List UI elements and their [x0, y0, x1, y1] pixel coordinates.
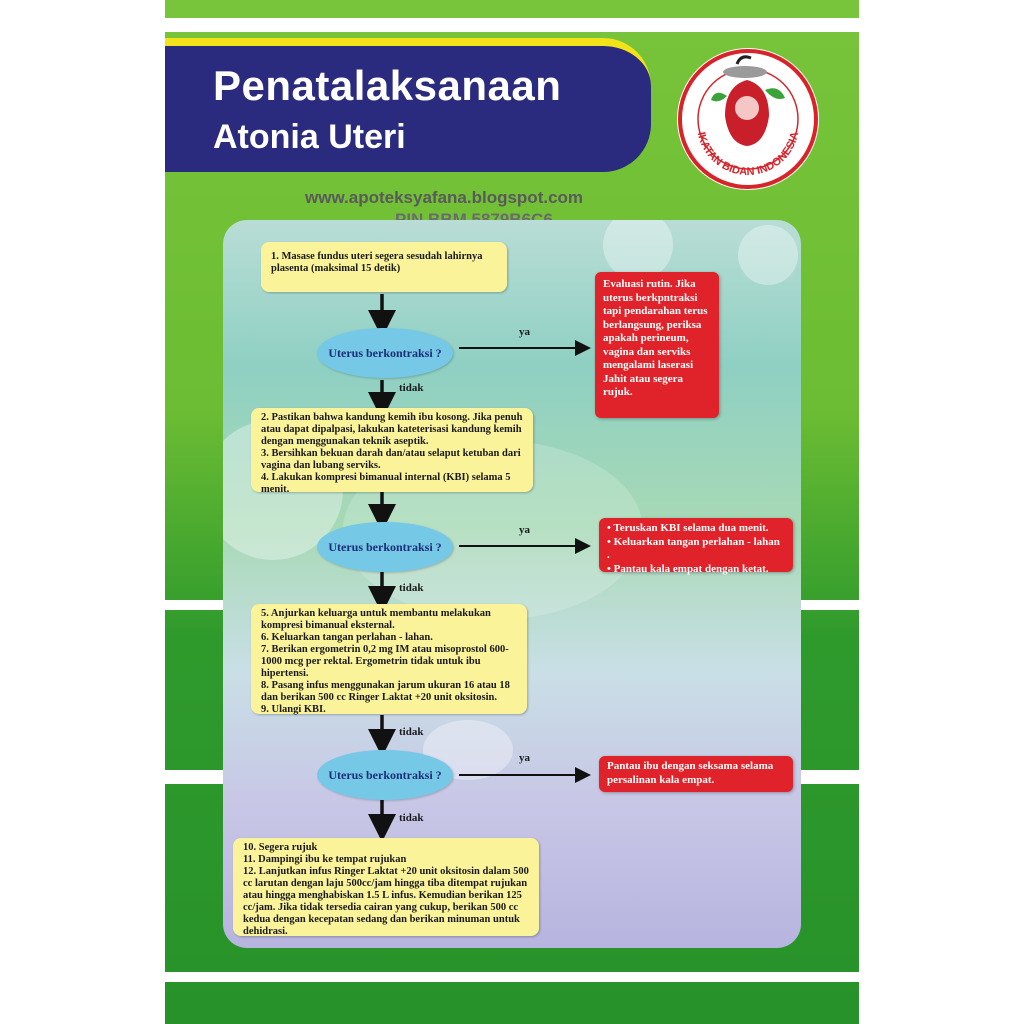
decision-2-text: Uterus berkontraksi ?	[328, 539, 442, 554]
ikatan-bidan-indonesia-logo-icon	[675, 46, 821, 192]
top-white-stripe	[165, 18, 859, 32]
result-3-box	[599, 756, 793, 792]
step-8-text: 8. Pasang infus menggunakan jarum ukuran 16 atau 18 dan berikan 500 cc Ringer Laktat +20 unit oksitosin.	[261, 680, 510, 703]
step-2-text: 2. Pastikan bahwa kandung kemih ibu kosong. Jika penuh atau dapat dipalpasi, lakukan kateterisasi kandung kemih dengan menggunakan teknik aseptik.	[261, 412, 523, 447]
decision-3	[317, 750, 453, 800]
no-label-1: tidak	[399, 382, 424, 394]
step-5-box	[251, 604, 527, 714]
page-subtitle: Atonia Uteri	[213, 118, 406, 156]
flowchart-panel	[223, 220, 801, 948]
result-1-box	[595, 272, 719, 418]
yes-label-2: ya	[519, 524, 530, 536]
title-band	[165, 38, 651, 172]
yes-label-3: ya	[519, 752, 530, 764]
no-label-4: tidak	[399, 812, 424, 824]
step-4-text: 4. Lakukan kompresi bimanual internal (KBI) selama 5 menit.	[261, 472, 511, 495]
yes-label-1: ya	[519, 326, 530, 338]
decision-1-text: Uterus berkontraksi ?	[328, 345, 442, 360]
result-3-text: Pantau ibu dengan seksama selama persalinan kala empat.	[607, 760, 774, 786]
result-2-line-2: • Keluarkan tangan perlahan - lahan .	[607, 535, 780, 561]
step-7-text: 7. Berikan ergometrin 0,2 mg IM atau misoprostol 600-1000 mcg per rektal. Ergometrin tidak untuk ibu hipertensi.	[261, 644, 509, 679]
step-2-box	[251, 408, 533, 495]
watermark-url: www.apoteksyafana.blogspot.com	[305, 188, 584, 207]
decision-3-text: Uterus berkontraksi ?	[328, 767, 442, 782]
step-5-text: 5. Anjurkan keluarga untuk membantu melakukan kompresi bimanual eksternal.	[261, 608, 491, 631]
step-6-text: 6. Keluarkan tangan perlahan - lahan.	[261, 632, 433, 643]
result-1-text: Evaluasi rutin. Jika uterus berkpntraksi tapi pendarahan terus berlangsung, periksa apakah perineum, vagina dan serviks mengalami laserasi Jahit atau segera rujuk.	[603, 278, 708, 398]
page-title: Penatalaksanaan	[213, 62, 562, 109]
poster	[165, 0, 859, 1024]
step-12-text: 12. Lanjutkan infus Ringer Laktat +20 unit oksitosin dalam 500 cc larutan dengan laju 500cc/jam hingga tiba ditempat rujukan atau hingga menghabiskan 1.5 L infus. Kemudian berikan 125 cc/jam. Jika tidak tersedia cairan yang cukup, berikan 500 cc kedua dengan kecepatan sedang dan berikan minuman untuk dehidrasi.	[243, 866, 529, 937]
decision-1	[317, 328, 453, 378]
no-label-3: tidak	[399, 726, 424, 738]
result-2-line-3: • Pantau kala empat dengan ketat.	[607, 562, 769, 575]
step-11-text: 11. Dampingi ibu ke tempat rujukan	[243, 854, 407, 865]
result-2-box	[599, 518, 793, 575]
no-label-2: tidak	[399, 582, 424, 594]
bottom-white-stripe	[165, 972, 859, 982]
step-9-text: 9. Ulangi KBI.	[261, 704, 326, 715]
decision-2	[317, 522, 453, 572]
step-1-text: 1. Masase fundus uteri segera sesudah lahirnya plasenta (maksimal 15 detik)	[271, 251, 483, 274]
result-2-line-1: • Teruskan KBI selama dua menit.	[607, 522, 769, 534]
step-10-text: 10. Segera rujuk	[243, 842, 318, 853]
step-10-box	[233, 838, 539, 936]
logo-text: IKATAN BIDAN INDONESIA	[694, 130, 802, 179]
step-3-text: 3. Bersihkan bekuan darah dan/atau selaput ketuban dari vagina dan lubang serviks.	[261, 448, 521, 471]
step-1-box	[261, 242, 507, 292]
